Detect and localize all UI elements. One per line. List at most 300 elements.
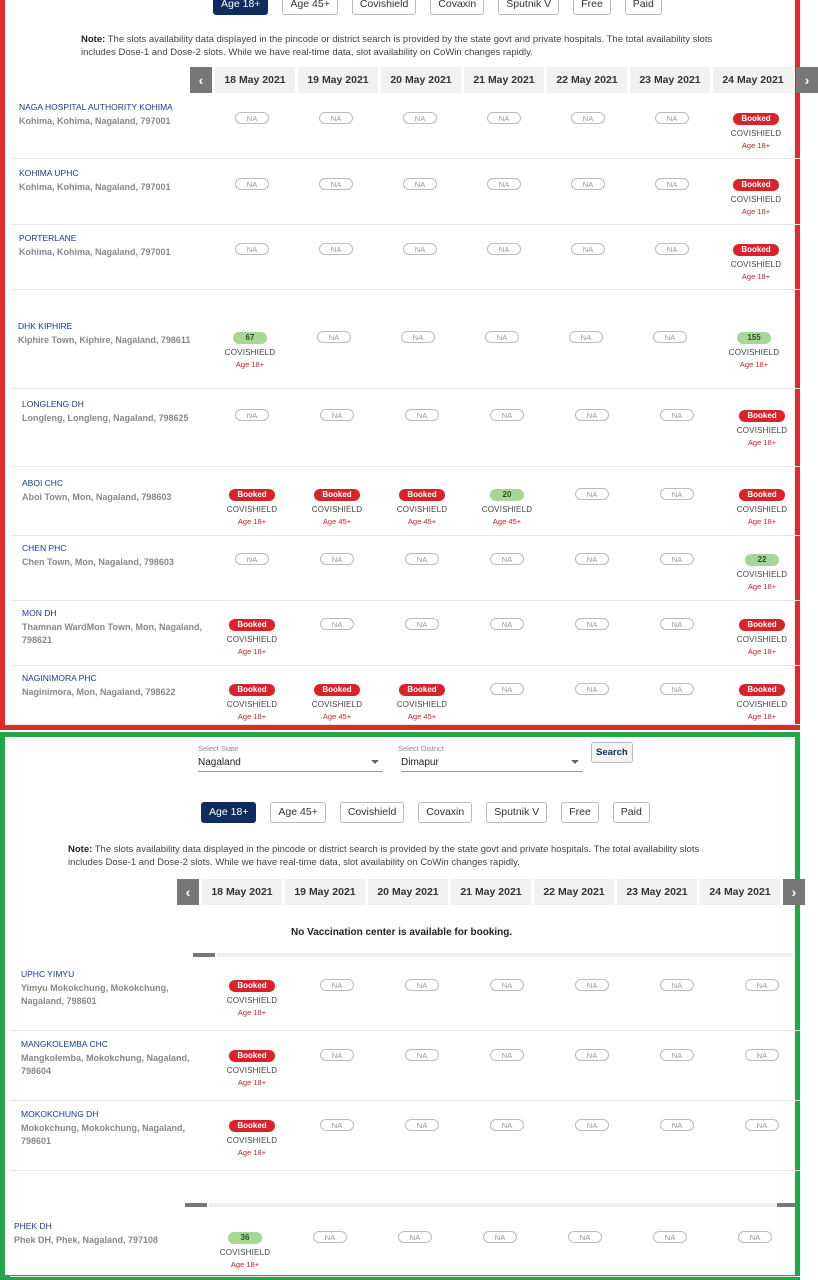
slot-cell [645,679,709,697]
age-limit: Age 45+ [407,517,437,526]
slot-cell [560,1045,624,1063]
chevron-left-icon: ‹ [198,72,204,88]
slot-cell [220,1045,284,1087]
center-row [10,673,800,725]
slot-cell [302,327,366,345]
slot-na-badge: NA [575,409,609,421]
slot-booked-badge: Booked [399,684,444,696]
center-name: ABOI CHC [22,478,64,488]
slot-na-badge: NA [655,112,689,124]
slot-na-badge: NA [490,409,524,421]
slot-na-badge: NA [575,1119,609,1131]
slot-cell [304,174,368,192]
slot-na-badge: NA [568,1231,602,1243]
center-name: PHEK DH [14,1221,52,1231]
filter-covaxin[interactable]: Covaxin [430,0,484,15]
slot-booked-badge: Booked [733,179,778,191]
slot-cell [638,1227,702,1245]
filter-age-45[interactable]: Age 45+ [270,802,325,823]
slot-na-badge: NA [655,243,689,255]
slot-na-badge: NA [660,409,694,421]
chevron-down-icon [371,760,379,764]
slot-booked-badge: Booked [399,489,444,501]
slot-na-badge: NA [571,178,605,190]
date-selector [177,879,805,905]
center-name: NAGINIMORA PHC [22,673,97,683]
slot-na-badge: NA [490,553,524,565]
slot-cell [730,405,794,447]
slot-cell [305,614,369,632]
slot-na-badge: NA [575,683,609,695]
slot-cell [475,679,539,697]
slot-na-badge: NA [490,618,524,630]
center-row [10,102,800,159]
slot-na-badge: NA [490,1119,524,1131]
filter-covaxin[interactable]: Covaxin [418,802,472,823]
slot-cell [220,108,284,126]
slot-cell [220,975,284,1017]
slot-cell [560,549,624,567]
vaccine-name: COVISHIELD [396,700,448,709]
slot-booked-badge: Booked [229,619,274,631]
state-select[interactable] [198,757,383,772]
slot-na-badge: NA [571,112,605,124]
age-limit: Age 18+ [741,272,771,281]
slot-cell [640,239,704,257]
vaccine-name: COVISHIELD [730,195,782,204]
slot-na-badge: NA [235,409,269,421]
slot-cell [305,975,369,993]
vaccine-name: COVISHIELD [219,1248,271,1257]
note-label: Note: [81,34,106,45]
slot-cell [472,239,536,257]
slot-cell [645,1115,709,1133]
district-select-value: Dimapur [401,757,439,768]
slot-cell [560,484,624,502]
center-address: Mokokchung, Mokokchung, Nagaland, 798601 [21,1123,186,1146]
center-name: DHK KIPHIRE [18,321,73,331]
age-limit: Age 18+ [230,1260,260,1269]
slot-na-badge: NA [403,178,437,190]
slot-cell [556,108,620,126]
slot-na-badge: NA [235,178,269,190]
slot-cell [305,1045,369,1063]
slot-na-badge: NA [569,331,603,343]
center-info [19,168,199,194]
center-row [10,1109,800,1171]
no-center-message: No Vaccination center is available for booking. [291,927,513,938]
slot-cell [220,239,284,257]
slot-cell [305,549,369,567]
vaccine-name: COVISHIELD [226,505,278,514]
slot-cell [553,1227,617,1245]
next-dates-button[interactable] [783,879,805,905]
date-header: 20 May 2021 [381,67,461,93]
slot-cell [730,1115,794,1133]
vaccine-name: COVISHIELD [226,1066,278,1075]
slot-cell [730,679,794,721]
center-info [21,969,201,1008]
slot-cell [304,239,368,257]
filter-chips [213,0,662,15]
slot-na-badge: NA [320,1119,354,1131]
center-row [10,321,800,389]
slot-cell [730,484,794,526]
center-name: MOKOKCHUNG DH [21,1109,99,1119]
slot-cell [383,1227,447,1245]
note-text: The slots availability data displayed in the pincode or district search is provided by the state govt and private hospitals. The total availability slots includes Dose-1 and Dose-2 slots. While we have real-time data, slot availability on CoWin changes rapidly. [68,844,700,868]
vaccine-name: COVISHIELD [730,260,782,269]
note-label: Note: [68,844,93,855]
slot-na-badge: NA [660,1049,694,1061]
chevron-right-icon: › [791,884,797,900]
slot-na-badge: NA [317,331,351,343]
slot-cell [213,1227,277,1269]
slot-cell [305,1115,369,1133]
center-row [10,168,800,225]
slot-cell [390,614,454,632]
slot-cell [220,405,284,423]
slot-na-badge: NA [319,243,353,255]
slot-cell [388,239,452,257]
filter-age-18[interactable]: Age 18+ [213,0,268,15]
note-text: The slots availability data displayed in the pincode or district search is provided by the state govt and private hospitals. The total availability slots includes Dose-1 and Dose-2 slots. While we have real-time data, slot availability on CoWin changes rapidly. [81,34,713,58]
filter-sputnik-v[interactable]: Sputnik V [498,0,559,15]
center-name: MON DH [22,608,57,618]
age-limit: Age 18+ [237,712,267,721]
slot-na-badge: NA [660,683,694,695]
prev-dates-button[interactable] [177,879,199,905]
vaccine-name: COVISHIELD [226,700,278,709]
slot-na-badge: NA [405,979,439,991]
center-info [19,233,199,259]
slot-cell [560,405,624,423]
slot-available-badge[interactable]: 22 [745,554,779,566]
district-select[interactable] [401,757,583,772]
slot-booked-badge: Booked [739,684,784,696]
slot-na-badge: NA [403,243,437,255]
age-limit: Age 18+ [741,207,771,216]
slot-na-badge: NA [485,331,519,343]
date-header: 19 May 2021 [285,879,365,905]
next-dates-button[interactable] [796,67,818,93]
slot-cell [390,405,454,423]
slot-cell [560,614,624,632]
date-header: 21 May 2021 [451,879,531,905]
slot-cell [645,1045,709,1063]
date-header: 22 May 2021 [547,67,627,93]
slot-na-badge: NA [401,331,435,343]
filter-covishield[interactable]: Covishield [340,802,404,823]
center-name: UPHC YIMYU [21,969,75,979]
slot-cell [388,174,452,192]
slot-booked-badge: Booked [229,1120,274,1132]
slot-booked-badge: Booked [739,619,784,631]
center-info [18,321,198,347]
slot-na-badge: NA [319,178,353,190]
vaccine-name: COVISHIELD [226,996,278,1005]
age-limit: Age 18+ [237,1078,267,1087]
filter-chips [201,802,650,823]
slot-cell [554,327,618,345]
slot-cell [220,614,284,656]
slot-cell [390,679,454,721]
date-header: 19 May 2021 [298,67,378,93]
slot-cell [390,975,454,993]
center-address: Mangkolemba, Mokokchung, Nagaland, 798604 [21,1053,190,1076]
center-name: KOHIMA UPHC [19,168,79,178]
slot-na-badge: NA [487,178,521,190]
slot-available-badge[interactable]: 20 [490,489,524,501]
slot-na-badge: NA [653,1231,687,1243]
vaccine-name: COVISHIELD [226,635,278,644]
slot-cell [305,679,369,721]
slot-na-badge: NA [398,1231,432,1243]
center-row [10,1039,800,1101]
date-header: 24 May 2021 [713,67,793,93]
slot-cell [556,239,620,257]
slot-na-badge: NA [660,1119,694,1131]
slot-na-badge: NA [320,1049,354,1061]
center-address: Kohima, Kohima, Nagaland, 797001 [19,247,171,257]
slot-na-badge: NA [660,979,694,991]
slot-na-badge: NA [660,488,694,500]
slot-cell [475,1115,539,1133]
search-button[interactable]: Search [591,742,633,763]
availability-note [68,844,718,869]
slot-available-badge[interactable]: 67 [233,332,267,344]
slot-cell [640,108,704,126]
slot-cell [475,405,539,423]
age-limit: Age 18+ [747,712,777,721]
slot-cell [723,1227,787,1245]
age-limit: Age 45+ [322,712,352,721]
vaccine-name: COVISHIELD [728,348,780,357]
slot-na-badge: NA [405,1119,439,1131]
filter-sputnik-v[interactable]: Sputnik V [486,802,547,823]
state-select-label: Select State [198,744,239,753]
age-limit: Age 45+ [492,517,522,526]
slot-na-badge: NA [575,553,609,565]
slot-na-badge: NA [575,979,609,991]
chevron-down-icon [571,760,579,764]
slot-na-badge: NA [745,979,779,991]
slot-scroll-track [209,1203,777,1207]
age-limit: Age 18+ [739,360,769,369]
slot-cell [218,327,282,369]
slot-booked-badge: Booked [733,113,778,125]
slot-cell [560,1115,624,1133]
slot-cell [645,614,709,632]
slot-cell [560,975,624,993]
slot-cell [305,405,369,423]
vaccine-name: COVISHIELD [730,129,782,138]
slot-available-badge[interactable]: 155 [737,332,771,344]
slot-cell [220,679,284,721]
slot-cell [645,975,709,993]
slot-cell [475,1045,539,1063]
slot-available-badge[interactable]: 36 [228,1232,262,1244]
slot-cell [645,484,709,502]
slot-cell [638,327,702,345]
slot-na-badge: NA [660,618,694,630]
slot-cell [475,484,539,526]
slot-cell [390,1115,454,1133]
vaccine-name: COVISHIELD [481,505,533,514]
slot-cell [560,679,624,697]
date-header: 23 May 2021 [617,879,697,905]
vaccine-name: COVISHIELD [226,1136,278,1145]
vaccine-name: COVISHIELD [736,505,788,514]
age-limit: Age 45+ [322,517,352,526]
slot-na-badge: NA [403,112,437,124]
vaccine-name: COVISHIELD [736,700,788,709]
slot-na-badge: NA [571,243,605,255]
slot-cell [390,484,454,526]
slot-cell [220,174,284,192]
slot-na-badge: NA [660,553,694,565]
center-row [10,543,800,601]
slot-scroll-indicator [185,1203,207,1207]
center-address: Thamnan WardMon Town, Mon, Nagaland, 798621 [22,622,202,645]
center-info [22,399,202,425]
filter-paid[interactable]: Paid [613,802,650,823]
slot-cell [475,614,539,632]
center-info [21,1109,201,1148]
slot-cell [556,174,620,192]
slot-booked-badge: Booked [314,684,359,696]
filter-covishield[interactable]: Covishield [352,0,416,15]
age-limit: Age 18+ [237,1008,267,1017]
center-name: PORTERLANE [19,233,77,243]
slot-na-badge: NA [745,1049,779,1061]
slot-na-badge: NA [487,112,521,124]
slot-cell [645,405,709,423]
slot-cell [722,327,786,369]
center-address: Aboi Town, Mon, Nagaland, 798603 [22,492,172,502]
slot-na-badge: NA [313,1231,347,1243]
center-name: LONGLENG DH [22,399,84,409]
center-info [22,608,202,647]
center-info [21,1039,201,1078]
age-limit: Age 45+ [407,712,437,721]
slot-cell [724,239,788,281]
center-address: Phek DH, Phek, Nagaland, 797108 [14,1235,159,1245]
slot-cell [298,1227,362,1245]
district-select-label: Select District [398,744,444,753]
filter-free[interactable]: Free [561,802,599,823]
center-address: Chen Town, Mon, Nagaland, 798603 [22,557,174,567]
vaccine-name: COVISHIELD [396,505,448,514]
date-header: 18 May 2021 [202,879,282,905]
slot-cell [475,549,539,567]
slot-na-badge: NA [405,1049,439,1061]
slot-na-badge: NA [575,488,609,500]
slot-scroll-indicator [777,1203,795,1207]
vaccine-name: COVISHIELD [736,635,788,644]
center-row [10,478,800,536]
age-limit: Age 18+ [237,1148,267,1157]
center-address: Kohima, Kohima, Nagaland, 797001 [19,182,171,192]
slot-cell [386,327,450,345]
slot-cell [388,108,452,126]
chevron-right-icon: › [804,72,810,88]
slot-na-badge: NA [235,112,269,124]
slot-na-badge: NA [320,409,354,421]
slot-booked-badge: Booked [314,489,359,501]
slot-cell [220,1115,284,1157]
center-name: NAGA HOSPITAL AUTHORITY KOHIMA [19,102,173,112]
date-selector [190,67,818,93]
slot-na-badge: NA [320,979,354,991]
prev-dates-button[interactable] [190,67,212,93]
slot-cell [470,327,534,345]
slot-booked-badge: Booked [739,489,784,501]
age-limit: Age 18+ [747,517,777,526]
center-info [14,1221,194,1247]
filter-age-45[interactable]: Age 45+ [282,0,337,15]
slot-na-badge: NA [235,553,269,565]
slot-na-badge: NA [320,618,354,630]
vaccine-name: COVISHIELD [311,700,363,709]
slot-na-badge: NA [745,1119,779,1131]
slot-cell [640,174,704,192]
age-limit: Age 18+ [747,438,777,447]
center-name: MANGKOLEMBA CHC [21,1039,108,1049]
center-name: CHEN PHC [22,543,67,553]
slot-na-badge: NA [320,553,354,565]
age-limit: Age 18+ [747,582,777,591]
slot-na-badge: NA [487,243,521,255]
slot-cell [220,549,284,567]
slot-booked-badge: Booked [229,489,274,501]
center-info [22,543,202,569]
slot-cell [220,484,284,526]
slot-booked-badge: Booked [733,244,778,256]
filter-age-18[interactable]: Age 18+ [201,802,256,823]
slot-scroll-track [217,953,793,957]
slot-na-badge: NA [319,112,353,124]
slot-scroll-indicator [193,953,215,957]
slot-booked-badge: Booked [229,1050,274,1062]
center-address: Kiphire Town, Kiphire, Nagaland, 798611 [18,335,191,345]
filter-paid[interactable]: Paid [625,0,662,15]
center-address: Naginimora, Mon, Nagaland, 798622 [22,687,176,697]
slot-na-badge: NA [490,683,524,695]
age-limit: Age 18+ [237,647,267,656]
age-limit: Age 18+ [741,141,771,150]
slot-cell [645,549,709,567]
date-header: 18 May 2021 [215,67,295,93]
slot-cell [304,108,368,126]
chevron-left-icon: ‹ [185,884,191,900]
slot-cell [730,614,794,656]
center-info [22,478,202,504]
slot-cell [724,108,788,150]
date-header: 21 May 2021 [464,67,544,93]
age-limit: Age 18+ [235,360,265,369]
slot-cell [475,975,539,993]
filter-free[interactable]: Free [573,0,611,15]
slot-cell [390,549,454,567]
center-address: Longleng, Longleng, Nagaland, 798625 [22,413,189,423]
center-row [10,399,800,467]
slot-na-badge: NA [575,1049,609,1061]
center-row [10,608,800,666]
age-limit: Age 18+ [747,647,777,656]
date-header: 23 May 2021 [630,67,710,93]
slot-cell [468,1227,532,1245]
